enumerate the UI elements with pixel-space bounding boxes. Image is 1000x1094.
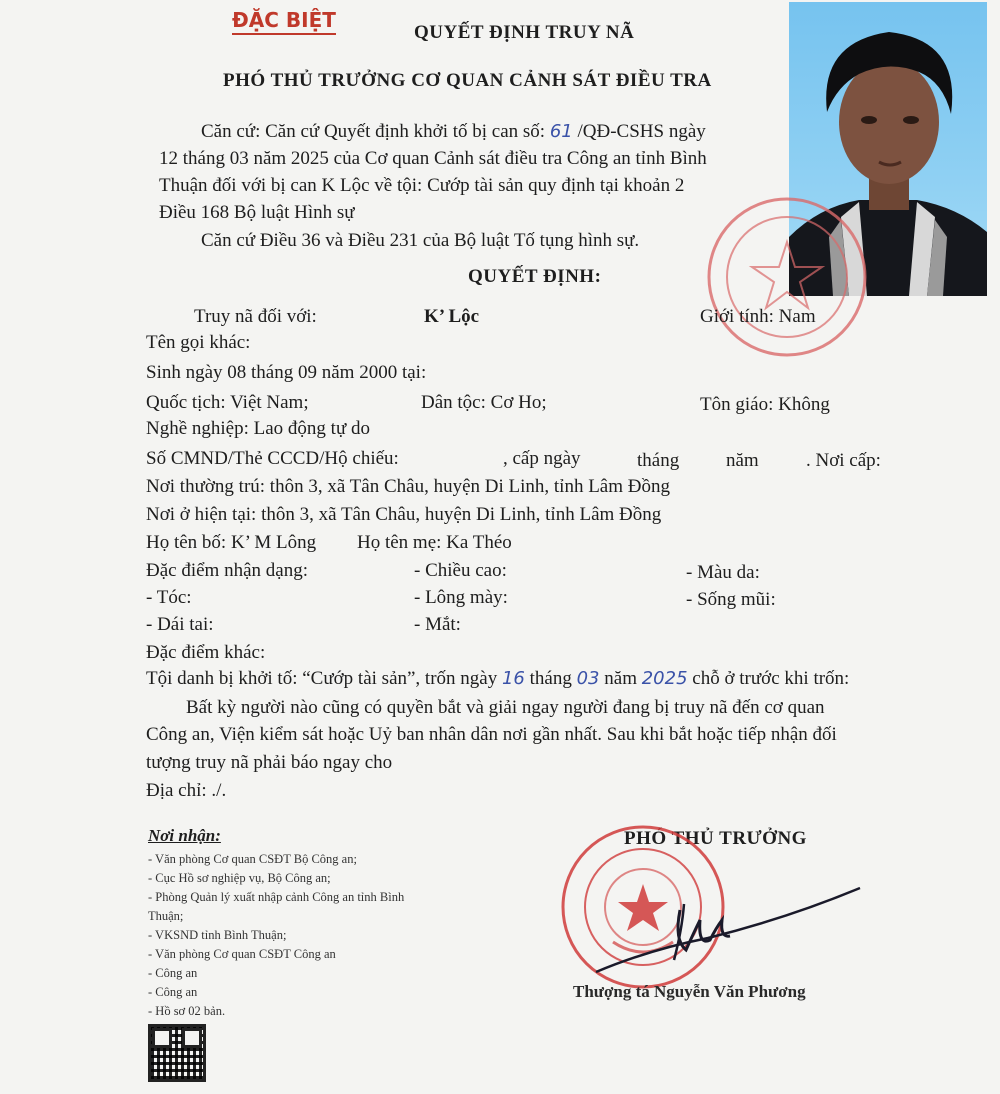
escape-month: 03 bbox=[576, 668, 600, 689]
recipient-item: - Công an bbox=[148, 985, 198, 999]
instruction-line1: Bất kỳ người nào cũng có quyền bắt và giải ngay người đang bị truy nã đến cơ quan bbox=[186, 697, 825, 718]
basis-line4: Điều 168 Bộ luật Hình sự bbox=[159, 202, 355, 223]
recipient-item: - Công an bbox=[148, 966, 198, 980]
basis-line3: Thuận đối với bị can K Lộc về tội: Cướp tài sản quy định tại khoản 2 bbox=[159, 175, 685, 196]
alias: Tên gọi khác: bbox=[146, 332, 251, 353]
suspect-name: K’ Lộc bbox=[424, 306, 480, 327]
recipients-title: Nơi nhận: bbox=[148, 826, 221, 845]
recipient-item: - Văn phòng Cơ quan CSĐT Công an bbox=[148, 947, 336, 961]
recipient-item: - Cục Hồ sơ nghiệp vụ, Bộ Công an; bbox=[148, 871, 331, 885]
escape-day: 16 bbox=[501, 668, 525, 689]
father-name: Họ tên bố: K’ M Lông bbox=[146, 532, 317, 553]
ethnicity: Dân tộc: Cơ Ho; bbox=[421, 392, 547, 413]
basis-line1-b: /QĐ-CSHS ngày bbox=[577, 121, 706, 142]
authority-title: PHÓ THỦ TRƯỞNG CƠ QUAN CẢNH SÁT ĐIỀU TRA bbox=[223, 70, 712, 91]
recipient-item: - Phòng Quản lý xuất nhập cảnh Công an tỉnh Bình bbox=[148, 890, 405, 904]
decision-number: 61 bbox=[549, 121, 573, 142]
recipient-item: - Văn phòng Cơ quan CSĐT Bộ Công an; bbox=[148, 852, 357, 866]
recipient-item: - Hồ sơ 02 bản. bbox=[148, 1004, 226, 1018]
contact-address: Địa chỉ: ./. bbox=[146, 780, 227, 801]
crime-year-label: năm bbox=[604, 668, 637, 689]
special-stamp: ĐẶC BIỆT bbox=[232, 8, 336, 35]
birth: Sinh ngày 08 tháng 09 năm 2000 tại: bbox=[146, 362, 427, 383]
id-place: . Nơi cấp: bbox=[806, 450, 881, 471]
feature-eyebrows: - Lông mày: bbox=[414, 587, 508, 608]
id-label: Số CMND/Thẻ CCCD/Hộ chiếu: bbox=[146, 448, 399, 469]
permanent-address: Nơi thường trú: thôn 3, xã Tân Châu, huyện Di Linh, tỉnh Lâm Đồng bbox=[146, 476, 670, 497]
police-seal-icon bbox=[702, 192, 872, 362]
crime-month-label: tháng bbox=[529, 668, 572, 689]
signer-name: Thượng tá Nguyễn Văn Phương bbox=[573, 982, 806, 1001]
recipient-item: - VKSND tỉnh Bình Thuận; bbox=[148, 928, 287, 942]
id-issue-date: , cấp ngày bbox=[503, 448, 581, 469]
mother-name: Họ tên mẹ: Ka Théo bbox=[357, 532, 512, 553]
wanted-label: Truy nã đối với: bbox=[194, 306, 317, 327]
feature-eyes: - Mắt: bbox=[414, 614, 461, 635]
basis-line1-a: Căn cứ: Căn cứ Quyết định khởi tố bị can số: bbox=[201, 121, 546, 142]
basis-line5: Căn cứ Điều 36 và Điều 231 của Bộ luật Tố tụng hình sự. bbox=[201, 230, 640, 251]
qr-code-icon bbox=[148, 1024, 206, 1082]
recipient-item: Thuận; bbox=[148, 909, 184, 923]
document-title: QUYẾT ĐỊNH TRUY NÃ bbox=[414, 22, 635, 43]
instruction-line2: Công an, Viện kiểm sát hoặc Uỷ ban nhân dân nơi gần nhất. Sau khi bắt hoặc tiếp nhận đối bbox=[146, 724, 837, 745]
signature-icon bbox=[588, 880, 868, 980]
current-address: Nơi ở hiện tại: thôn 3, xã Tân Châu, huyện Di Linh, tỉnh Lâm Đồng bbox=[146, 504, 662, 525]
decision-title: QUYẾT ĐỊNH: bbox=[468, 266, 602, 287]
basis-line2: 12 tháng 03 năm 2025 của Cơ quan Cảnh sát điều tra Công an tỉnh Bình bbox=[159, 148, 707, 169]
signature-title: PHÓ THỦ TRƯỞNG bbox=[624, 828, 807, 849]
gender: Giới tính: Nam bbox=[700, 306, 816, 327]
occupation: Nghề nghiệp: Lao động tự do bbox=[146, 418, 371, 439]
features-label: Đặc điểm nhận dạng: bbox=[146, 560, 308, 581]
id-month: tháng bbox=[637, 450, 680, 471]
escape-year: 2025 bbox=[641, 668, 688, 689]
crime-residence: chỗ ở trước khi trốn: bbox=[692, 668, 850, 689]
feature-height: - Chiều cao: bbox=[414, 560, 507, 581]
feature-hair: - Tóc: bbox=[146, 587, 192, 608]
crime-charge: Tội danh bị khởi tố: “Cướp tài sản”, trốn ngày bbox=[146, 668, 498, 689]
feature-skin: - Màu da: bbox=[686, 562, 760, 583]
crime-line bbox=[146, 666, 849, 692]
feature-ears: - Dái tai: bbox=[146, 614, 214, 635]
feature-other: Đặc điểm khác: bbox=[146, 642, 266, 663]
nationality: Quốc tịch: Việt Nam; bbox=[146, 392, 309, 413]
instruction-line3: tượng truy nã phải báo ngay cho bbox=[146, 752, 393, 773]
id-year: năm bbox=[726, 450, 759, 471]
religion: Tôn giáo: Không bbox=[700, 394, 830, 415]
recipients-list bbox=[148, 850, 404, 1021]
feature-nose: - Sống mũi: bbox=[686, 589, 776, 610]
